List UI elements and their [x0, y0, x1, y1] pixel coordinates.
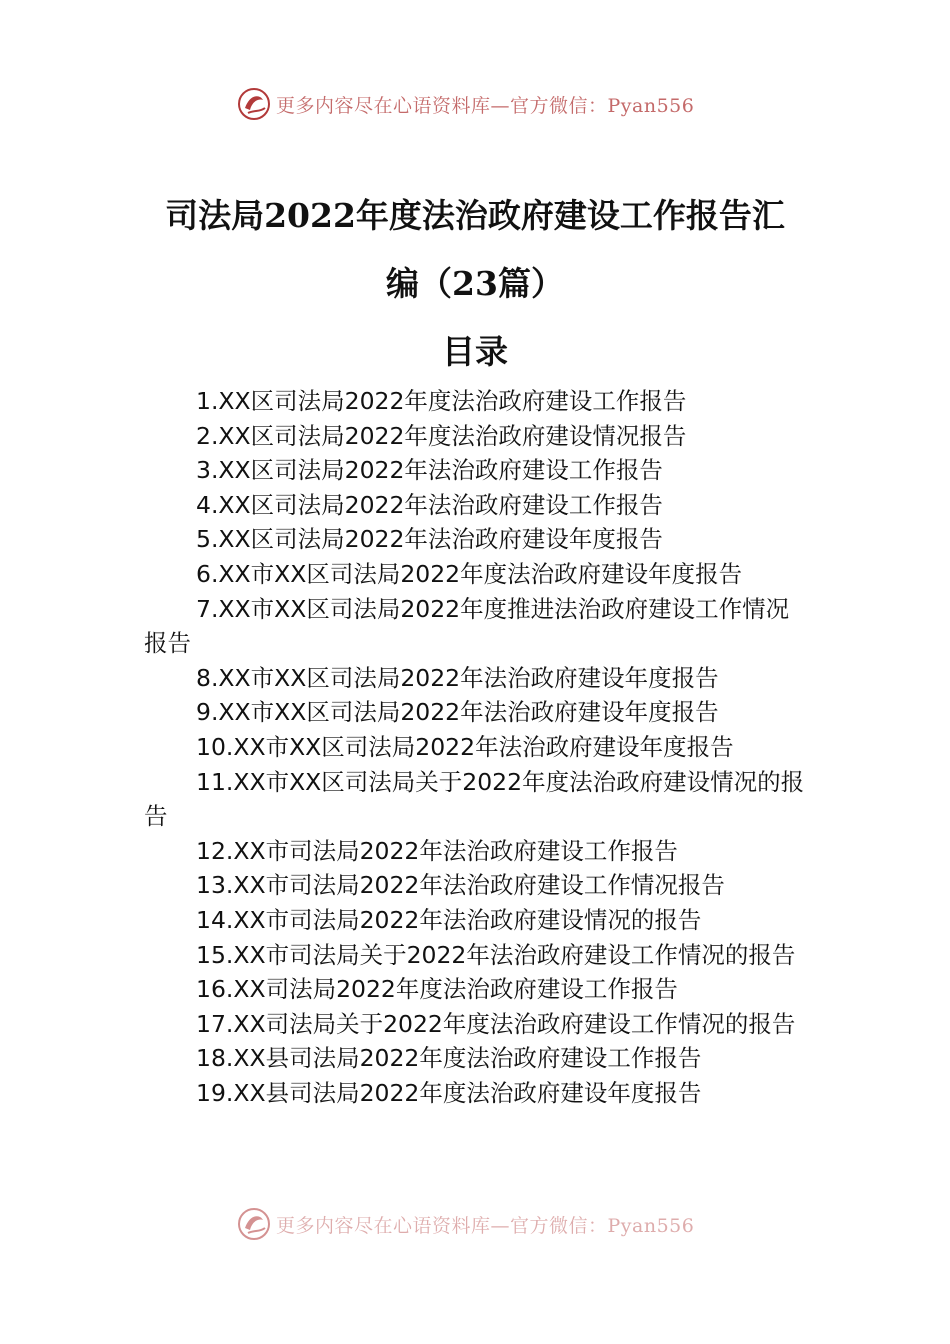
toc-item: 5.XX区司法局2022年法治政府建设年度报告 — [196, 525, 663, 554]
toc-item: 14.XX市司法局2022年法治政府建设情况的报告 — [196, 905, 702, 934]
watermark-header — [236, 86, 694, 122]
watermark-text: 更多内容尽在心语资料库—官方微信：Pyan556 — [276, 94, 695, 117]
toc-item: 6.XX市XX区司法局2022年度法治政府建设年度报告 — [196, 559, 743, 588]
logo-icon — [236, 86, 272, 122]
toc-item: 13.XX市司法局2022年法治政府建设工作情况报告 — [196, 871, 725, 900]
logo-icon — [236, 1206, 272, 1242]
toc-item: 8.XX市XX区司法局2022年法治政府建设年度报告 — [196, 663, 719, 692]
toc-item: 15.XX市司法局关于2022年法治政府建设工作情况的报告 — [196, 940, 796, 969]
watermark-footer — [236, 1206, 694, 1242]
watermark-text: 更多内容尽在心语资料库—官方微信：Pyan556 — [276, 1214, 695, 1237]
table-of-contents — [144, 384, 812, 1110]
toc-item: 3.XX区司法局2022年法治政府建设工作报告 — [196, 456, 663, 485]
toc-item: 2.XX区司法局2022年度法治政府建设情况报告 — [196, 421, 687, 450]
toc-item: 18.XX县司法局2022年度法治政府建设工作报告 — [196, 1044, 702, 1073]
toc-item: 9.XX市XX区司法局2022年法治政府建设年度报告 — [196, 698, 719, 727]
document-title-line1: 司法局2022年度法治政府建设工作报告汇 — [165, 196, 785, 235]
toc-item: 7.XX市XX区司法局2022年度推进法治政府建设工作情况报告 — [144, 594, 790, 658]
toc-item: 4.XX区司法局2022年法治政府建设工作报告 — [196, 490, 663, 519]
toc-item: 16.XX司法局2022年度法治政府建设工作报告 — [196, 975, 678, 1004]
toc-item: 19.XX县司法局2022年度法治政府建设年度报告 — [196, 1078, 702, 1107]
toc-item: 12.XX市司法局2022年法治政府建设工作报告 — [196, 836, 678, 865]
toc-item: 1.XX区司法局2022年度法治政府建设工作报告 — [196, 387, 687, 415]
document-title-line2: 编（23篇） — [386, 264, 564, 303]
toc-item: 17.XX司法局关于2022年度法治政府建设工作情况的报告 — [196, 1009, 796, 1038]
toc-item: 11.XX市XX区司法局关于2022年度法治政府建设情况的报告 — [144, 767, 805, 831]
toc-heading: 目录 — [442, 332, 508, 371]
toc-item: 10.XX市XX区司法局2022年法治政府建设年度报告 — [196, 732, 734, 761]
